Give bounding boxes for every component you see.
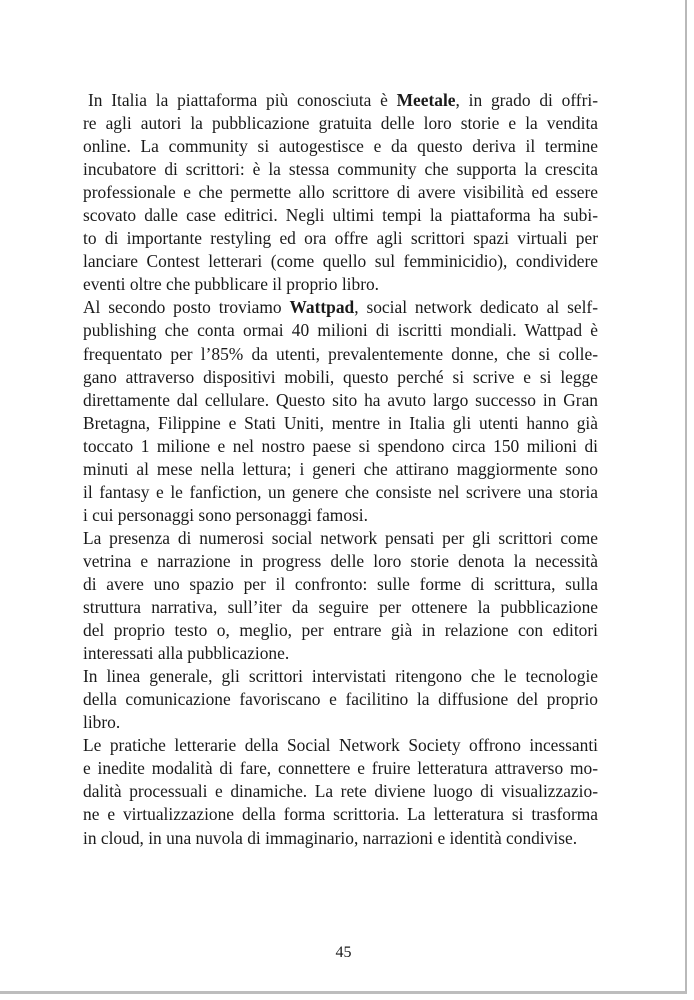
text-line: della comunicazione favoriscano e facilitino la diffusione del proprio	[83, 689, 598, 710]
page-number: 45	[335, 944, 352, 961]
paragraph	[83, 527, 598, 665]
text-line: to di importante restyling ed ora offre agli scrittori spazi virtuali per	[83, 228, 598, 249]
text-line: i cui personaggi sono personaggi famosi.	[83, 504, 368, 525]
text-line: incubatore di scrittori: è la stessa community che supporta la crescita	[83, 159, 598, 180]
text-line: del proprio testo o, meglio, per entrare già in relazione con editori	[83, 620, 598, 641]
paragraph	[83, 89, 598, 296]
text-line: libro.	[83, 712, 121, 733]
text-line: minuti al mese nella lettura; i generi che attirano maggiormente sono	[83, 458, 598, 479]
bold-term: Wattpad	[289, 297, 355, 318]
paragraph	[83, 296, 598, 526]
text-line: scovato dalle case editrici. Negli ultimi tempi la piattaforma ha subi-	[83, 205, 598, 226]
text-line: In linea generale, gli scrittori intervistati ritengono che le tecnologie	[83, 666, 598, 687]
text-line: Bretagna, Filippine e Stati Uniti, mentre in Italia gli utenti hanno già	[83, 412, 598, 433]
text-line: toccato 1 milione e nel nostro paese si spendono circa 150 milioni di	[83, 435, 598, 456]
text-line: online. La community si autogestisce e da questo deriva il termine	[83, 136, 598, 157]
text-line: lanciare Contest letterari (come quello sul femminicidio), condividere	[83, 251, 598, 272]
text-segment: , social network dedicato al self-	[354, 297, 598, 318]
text-line: vetrina e narrazione in progress delle loro storie denota la necessità	[83, 550, 598, 571]
paragraph	[83, 734, 598, 849]
text-segment: Al secondo posto troviamo	[83, 297, 290, 318]
text-line: publishing che conta ormai 40 milioni di iscritti mondiali. Wattpad è	[83, 320, 598, 341]
text-line: di avere uno spazio per il confronto: sulle forme di scrittura, sulla	[83, 573, 598, 594]
text-line: professionale e che permette allo scrittore di avere visibilità ed essere	[83, 182, 598, 203]
text-line	[83, 296, 598, 319]
text-line	[83, 89, 598, 112]
text-line: dalità processuali e dinamiche. La rete diviene luogo di visualizzazio-	[83, 781, 598, 802]
text-line: eventi oltre che pubblicare il proprio libro.	[83, 274, 380, 295]
text-line: direttamente dal cellulare. Questo sito ha avuto largo successo in Gran	[83, 389, 598, 410]
text-line: re agli autori la pubblicazione gratuita delle loro storie e la vendita	[83, 113, 598, 134]
text-segment: , in grado di offri-	[455, 90, 598, 110]
text-line: gano attraverso dispositivi mobili, questo perché si scrive e si legge	[83, 366, 598, 387]
text-line: struttura narrativa, sull’iter da seguire per ottenere la pubblicazione	[83, 597, 598, 618]
text-line: La presenza di numerosi social network pensati per gli scrittori come	[83, 527, 598, 548]
text-line: ne e virtualizzazione della forma scrittoria. La letteratura si trasforma	[83, 804, 598, 825]
text-line: e inedite modalità di fare, connettere e fruire letteratura attraverso mo-	[83, 758, 598, 779]
text-line: Le pratiche letterarie della Social Network Society offrono incessanti	[83, 735, 598, 756]
text-line: frequentato per l’85% da utenti, prevalentemente donne, che si colle-	[83, 343, 598, 364]
paragraph	[83, 665, 598, 734]
text-segment: In Italia la piattaforma più conosciuta è	[88, 90, 397, 110]
bold-term: Meetale	[396, 90, 456, 110]
text-line: in cloud, in una nuvola di immaginario, narrazioni e identità condivise.	[83, 827, 578, 848]
text-line: interessati alla pubblicazione.	[83, 643, 290, 664]
body-text	[83, 89, 598, 850]
text-line: il fantasy e le fanfiction, un genere che consiste nel scrivere una storia	[83, 481, 598, 502]
